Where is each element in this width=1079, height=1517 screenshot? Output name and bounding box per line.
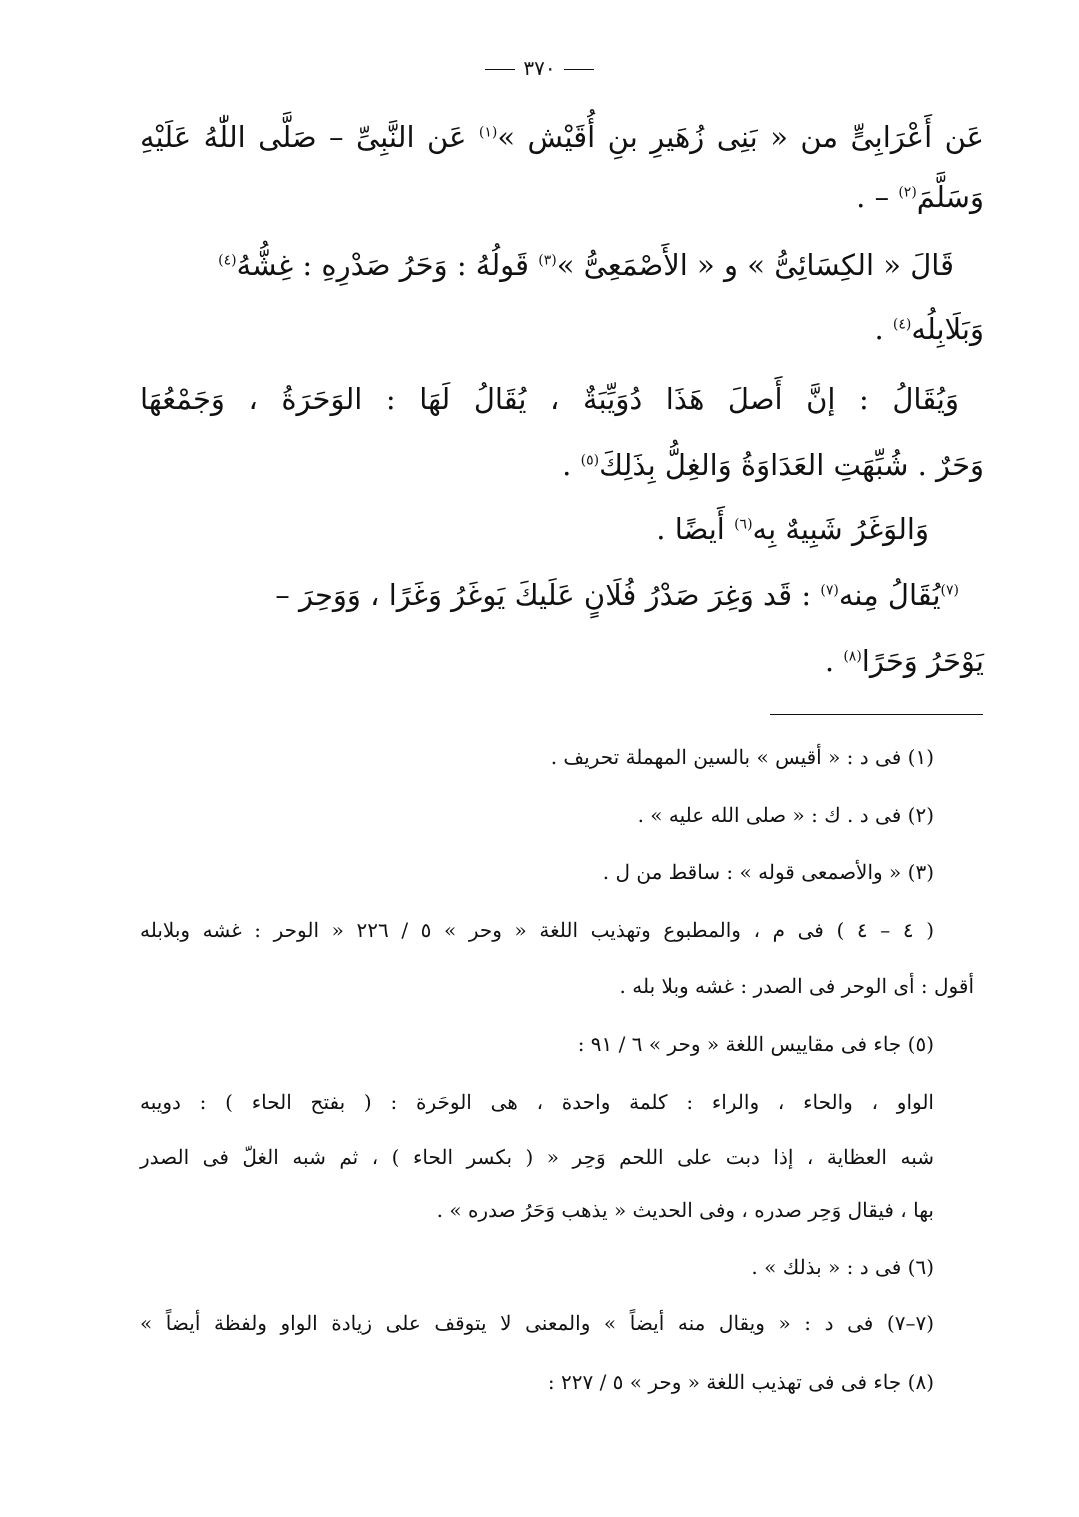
footnote-marker: (٢) — [898, 184, 917, 201]
main-line-4 — [140, 312, 984, 346]
page-number-dash-left — [564, 69, 594, 70]
main-line-text: يُقَالُ مِنه — [838, 578, 941, 612]
main-line-7 — [140, 512, 929, 546]
footnote-marker: (٨) — [843, 648, 862, 665]
footnote-2: (٢) فى د . ك : « صلى الله عليه » . — [637, 803, 934, 827]
main-line-9 — [140, 644, 984, 678]
footnote-5: (٥) جاء فى مقاييس اللغة « وحر » ٦ / ٩١ : — [577, 1032, 934, 1056]
footnote-3: (٣) « والأصمعى قوله » : ساقط من ل . — [602, 860, 934, 884]
main-line-2 — [140, 180, 984, 214]
main-line-text: وَحَرٌ . شُبِّهَتِ العَدَاوَةُ وَالغِلُّ بِذَلِكَ — [599, 448, 984, 482]
main-line-text: وَيُقَالُ : إنَّ أَصلَ هَذَا دُوَيِّبَةٌ ، يُقَالُ لَهَا : الوَحَرَةُ ، وَجَمْعُهَا — [140, 382, 959, 416]
footnote-5-quote-2: شبه العظاية ، إذا دبت على اللحم وَحِر « ( بكسر الحاء ) ، ثم شبه الغلّ فى الصدر — [140, 1145, 934, 1169]
main-line-tail: أَيضًا . — [656, 512, 735, 546]
main-line-6 — [140, 448, 984, 482]
footnote-7: (٧–٧) فى د : « ويقال منه أيضاً » والمعنى لا يتوقف على زيادة الواو ولفظة أيضاً » — [140, 1311, 934, 1335]
main-line-text: عَن أَعْرَابِىٍّ من « بَنِى زُهَيرِ بنِ أُقَيْش » — [497, 120, 984, 154]
page-number-dash-right — [485, 69, 515, 70]
page-number — [0, 56, 1079, 80]
main-line-8 — [140, 578, 959, 612]
footnote-4: ( ٤ – ٤ ) فى م ، والمطبوع وتهذيب اللغة « وحر » ٥ / ٢٢٦ « الوحر : غشه وبلابله — [140, 918, 935, 942]
page-number-text: ٣٧٠ — [523, 56, 556, 80]
footnote-1: (١) فى د : « أقيس » بالسين المهملة تحريف . — [550, 745, 934, 769]
footnote-6: (٦) فى د : « بذلك » . — [751, 1255, 934, 1279]
footnote-marker: (١) — [478, 124, 498, 141]
main-line-text: وَالوَغَرُ شَبِيهٌ بِه — [752, 512, 929, 546]
footnote-marker: (٣) — [538, 252, 557, 269]
footnote-4-continued: أقول : أى الوحر فى الصدر : غشه وبلا بله . — [619, 974, 974, 998]
footnote-8: (٨) جاء فى فى تهذيب اللغة « وحر » ٥ / ٢٢٧ : — [547, 1370, 934, 1394]
main-line-text: قَالَ « الكِسَائِىُّ » و « الأَصْمَعِىُّ » — [556, 248, 954, 282]
main-line-tail: قَولُهُ : وَحَرُ صَدْرِهِ : غِشُّهُ — [236, 248, 539, 282]
main-line-text: وَسَلَّمَ — [916, 180, 984, 214]
main-line-tail: . — [824, 644, 844, 678]
footnote-marker: (٧) — [820, 582, 839, 599]
footnote-marker: (٤) — [218, 252, 237, 269]
footnote-marker: (٤) — [892, 316, 912, 333]
footnote-separator — [770, 714, 983, 715]
main-line-tail: – . — [856, 180, 899, 214]
footnote-marker: (٦) — [734, 516, 753, 533]
main-line-text: يَوْحَرُ وَحَرًا — [861, 644, 984, 678]
main-line-tail: عَن النَّبِىِّ – صَلَّى اللّٰهُ عَلَيْهِ — [140, 120, 479, 154]
main-line-5 — [140, 382, 959, 416]
main-line-3 — [140, 248, 984, 282]
main-line-text: وَبَلَابِلُه — [911, 312, 984, 346]
footnote-5-quote-3: بها ، فيقال وَحِر صدره ، وفى الحديث « يذهب وَحَرُ صدره » . — [436, 1198, 934, 1222]
footnote-marker: (٥) — [580, 452, 600, 469]
main-line-1 — [140, 120, 984, 154]
main-line-tail: . — [562, 448, 581, 482]
footnote-marker: (٧) — [940, 582, 959, 599]
main-line-tail: : قَد وَغِرَ صَدْرُ فُلَانٍ عَلَيكَ يَوغَرُ وَغَرًا ، وَوَحِرَ – — [275, 578, 821, 612]
footnote-5-quote-1: الواو ، والحاء ، والراء : كلمة واحدة ، هى الوحَرة : ( بفتح الحاء ) : دويبه — [140, 1090, 934, 1114]
main-line-tail: . — [874, 312, 893, 346]
